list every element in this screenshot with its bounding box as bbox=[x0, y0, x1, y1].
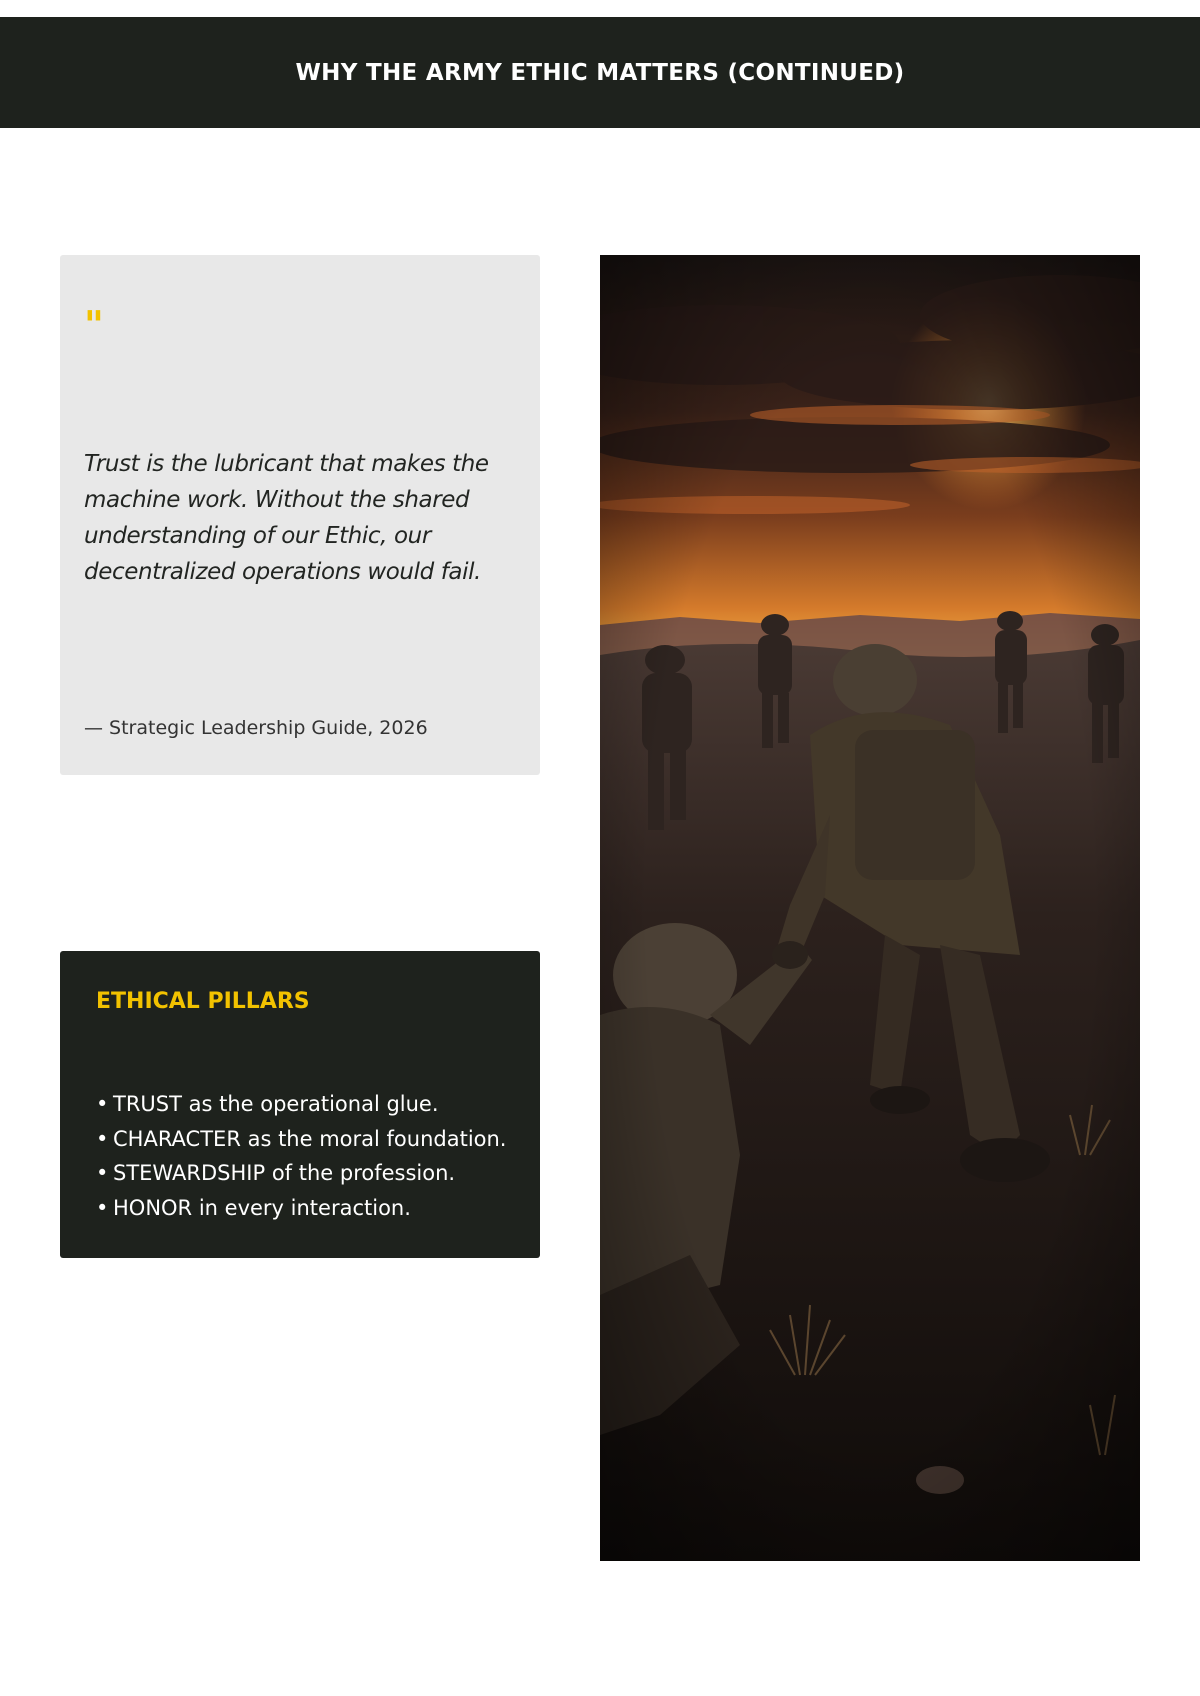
pillar-item-label: HONOR in every interaction. bbox=[113, 1195, 411, 1220]
pillar-item-label: STEWARDSHIP of the profession. bbox=[113, 1161, 456, 1185]
bullet-icon: • bbox=[96, 1195, 109, 1220]
pillar-item-honor bbox=[96, 1191, 506, 1226]
photo-illustration bbox=[600, 255, 1140, 1561]
soldiers-sunset-photo bbox=[600, 255, 1140, 1561]
pillar-item-label: CHARACTER as the moral foundation. bbox=[113, 1126, 507, 1151]
pillar-item-stewardship bbox=[96, 1156, 506, 1191]
page-header bbox=[0, 17, 1200, 128]
quote-text: Trust is the lubricant that makes the machine work. Without the shared understanding of our Ethic, our decentralized operations would fail. bbox=[84, 451, 489, 585]
pillars-list bbox=[96, 1087, 506, 1225]
quote-mark-icon: " bbox=[84, 303, 104, 347]
page-title: WHY THE ARMY ETHIC MATTERS (CONTINUED) bbox=[295, 59, 905, 86]
quote-source: — Strategic Leadership Guide, 2026 bbox=[84, 717, 428, 739]
page-top-margin bbox=[0, 0, 1200, 17]
pillar-item-character bbox=[96, 1122, 506, 1157]
pillar-item-label: TRUST as the operational glue. bbox=[113, 1092, 439, 1116]
pillar-item-trust bbox=[96, 1087, 506, 1122]
bullet-icon: • bbox=[96, 1161, 109, 1185]
bullet-icon: • bbox=[96, 1126, 109, 1151]
pillars-title: ETHICAL PILLARS bbox=[96, 989, 310, 1014]
bullet-icon: • bbox=[96, 1092, 109, 1116]
ethical-pillars-card bbox=[60, 951, 540, 1258]
